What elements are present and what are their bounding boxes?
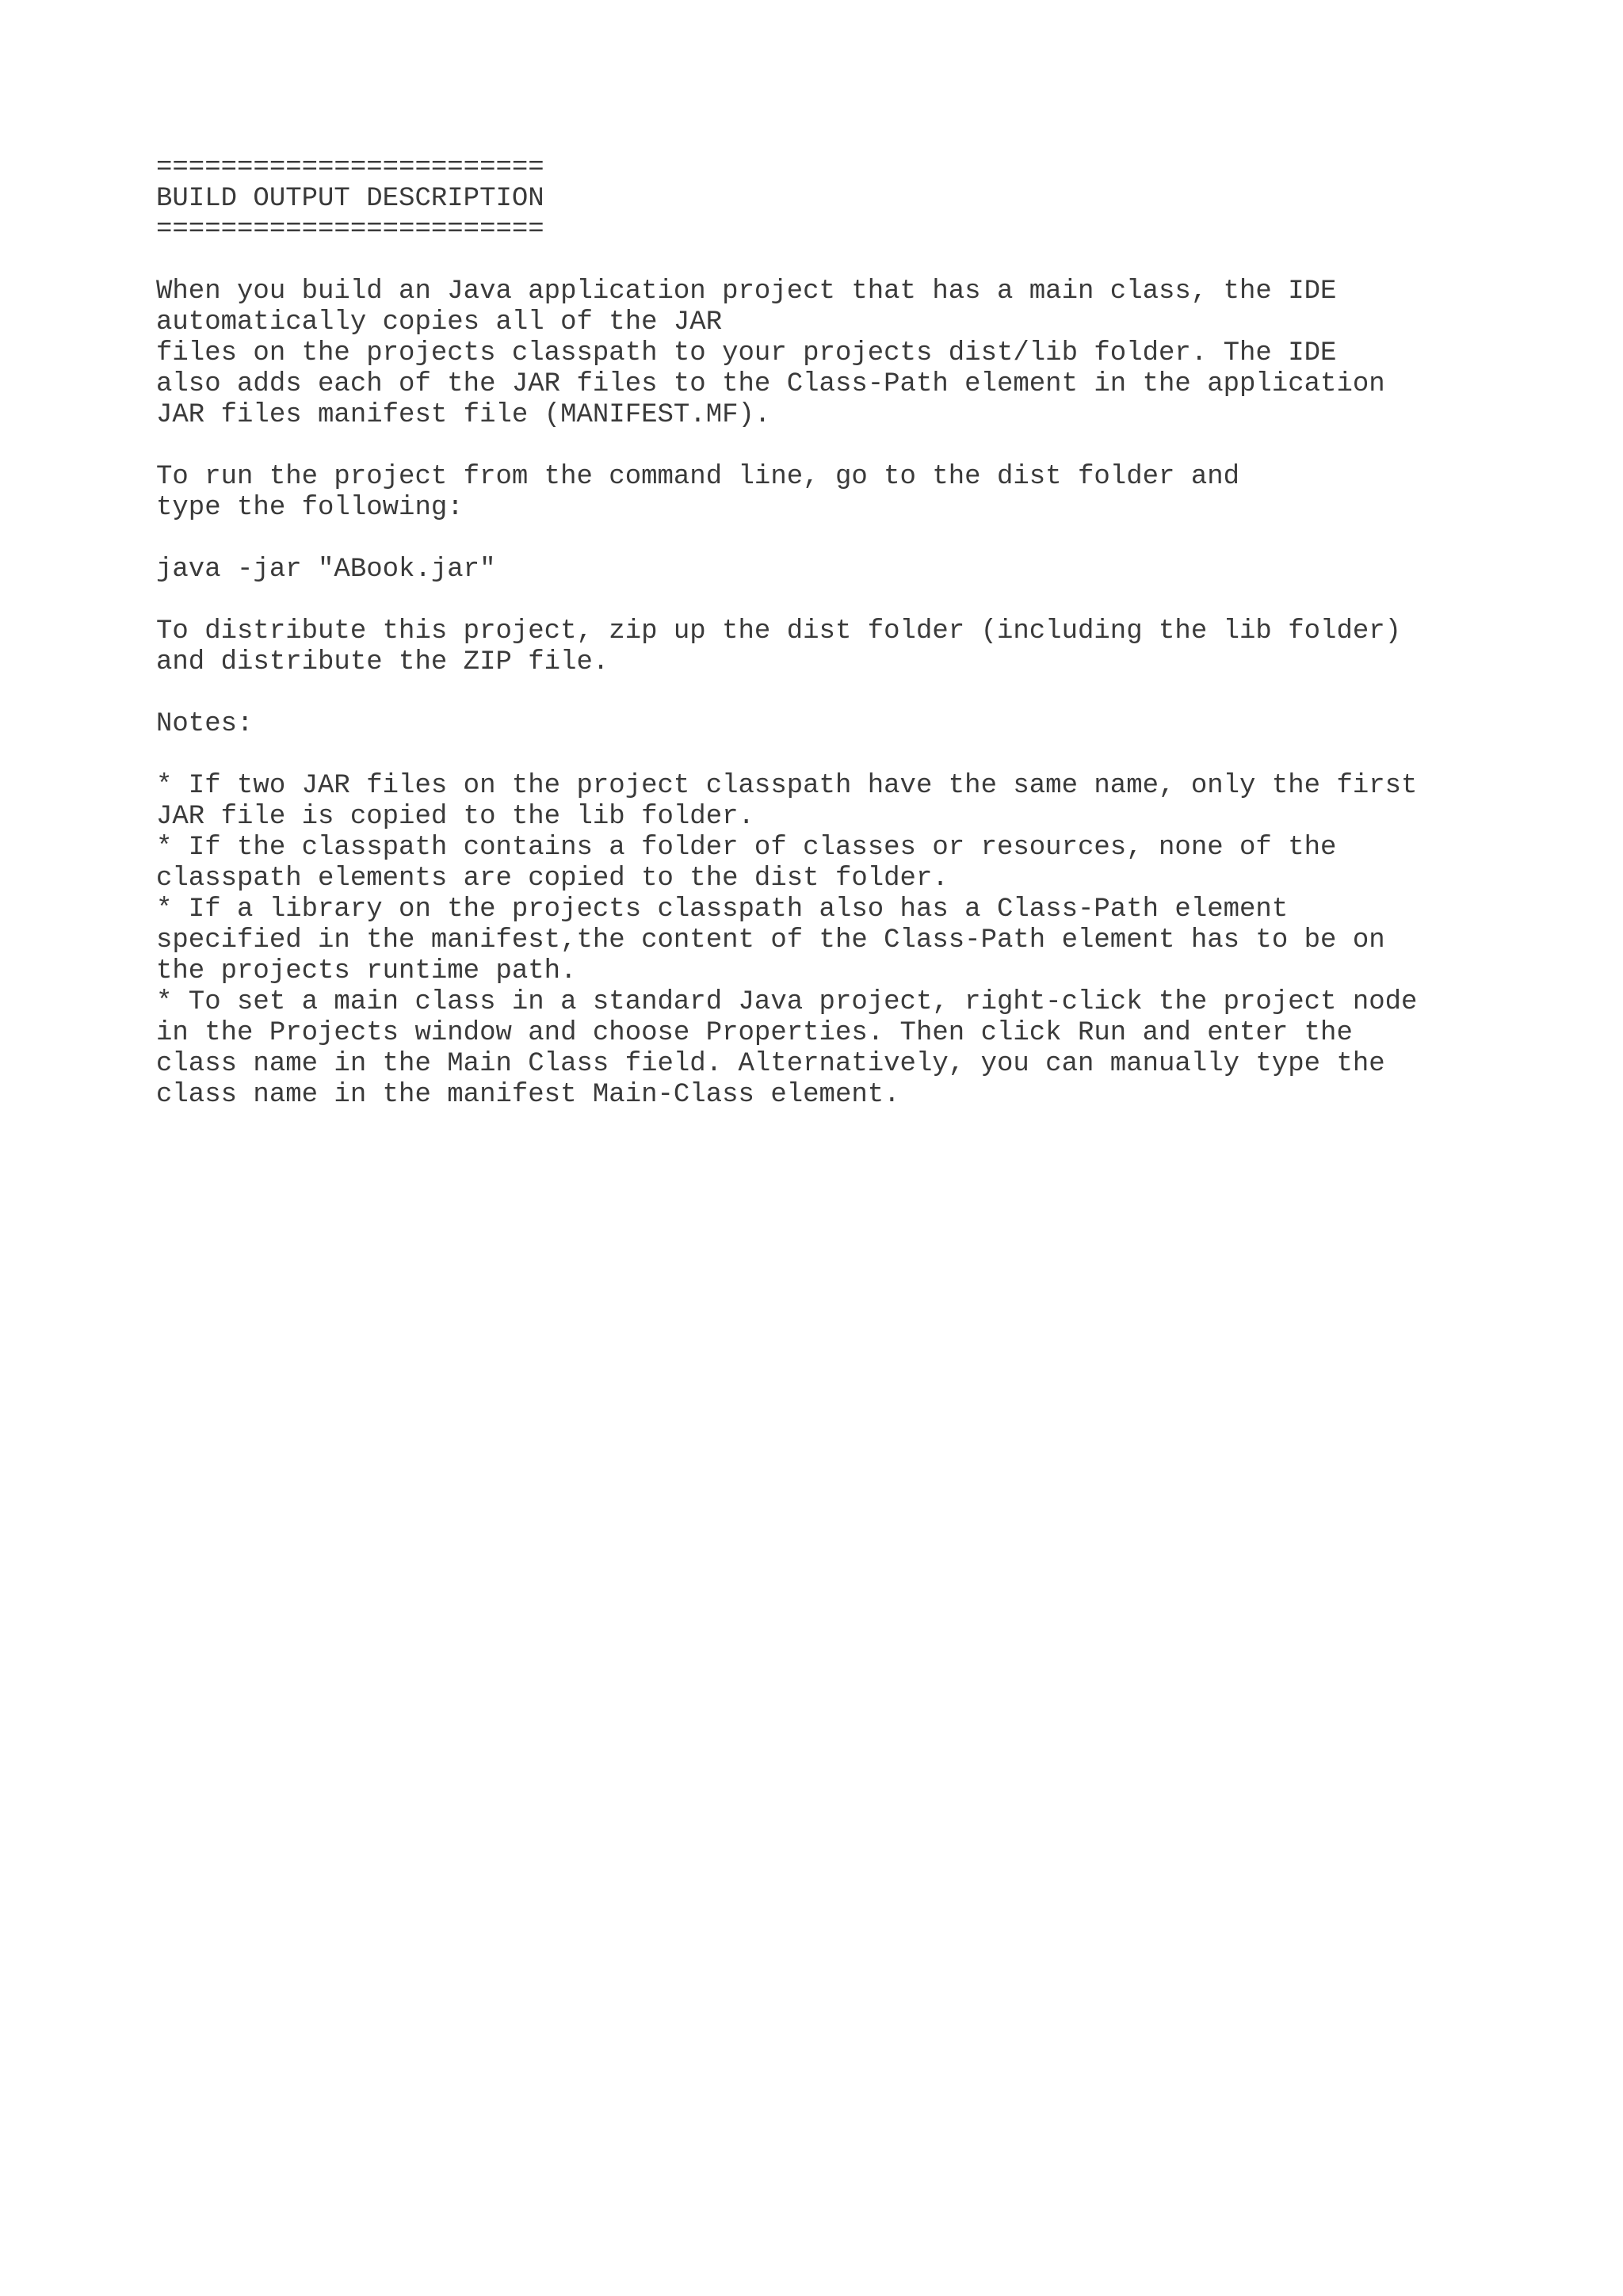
note-line: * To set a main class in a standard Java project, right-click the project node (156, 987, 1418, 1017)
blank-line (156, 740, 1503, 771)
distribute-line: To distribute this project, zip up the dist folder (including the lib folder) (156, 616, 1402, 646)
intro-line: also adds each of the JAR files to the Class-Path element in the application (156, 369, 1385, 399)
note-line: class name in the manifest Main-Class element. (156, 1080, 900, 1110)
note-line: the projects runtime path. (156, 956, 577, 986)
document-heading: BUILD OUTPUT DESCRIPTION (156, 184, 544, 214)
run-instructions-paragraph (156, 462, 1503, 524)
distribute-paragraph (156, 616, 1503, 678)
note-line: * If a library on the projects classpath also has a Class-Path element (156, 894, 1289, 925)
blank-line (156, 431, 1503, 462)
intro-line: When you build an Java application project that has a main class, the IDE (156, 277, 1337, 307)
note-line: * If the classpath contains a folder of classes or resources, none of the (156, 833, 1337, 863)
intro-paragraph (156, 277, 1503, 431)
blank-line (156, 246, 1503, 277)
blank-line (156, 585, 1503, 616)
blank-line (156, 524, 1503, 555)
intro-line: files on the projects classpath to your projects dist/lib folder. The IDE (156, 338, 1337, 368)
document-text (156, 153, 1503, 1111)
intro-line: automatically copies all of the JAR (156, 307, 723, 338)
note-line: class name in the Main Class field. Alternatively, you can manually type the (156, 1049, 1385, 1079)
run-line: type the following: (156, 493, 464, 523)
distribute-line: and distribute the ZIP file. (156, 647, 609, 677)
run-line: To run the project from the command line, go to the dist folder and (156, 462, 1240, 492)
note-line: JAR file is copied to the lib folder. (156, 802, 754, 832)
run-command: java -jar "ABook.jar" (156, 555, 496, 585)
intro-line: JAR files manifest file (MANIFEST.MF). (156, 400, 771, 430)
note-line: classpath elements are copied to the dist folder. (156, 864, 949, 894)
blank-line (156, 678, 1503, 709)
heading-rule-top: ======================== (156, 153, 544, 183)
note-line: specified in the manifest,the content of the Class-Path element has to be on (156, 925, 1385, 955)
note-line: * If two JAR files on the project classpath have the same name, only the first (156, 771, 1418, 801)
note-line: in the Projects window and choose Properties. Then click Run and enter the (156, 1018, 1353, 1048)
heading-rule-bottom: ======================== (156, 215, 544, 245)
notes-label: Notes: (156, 709, 254, 739)
notes-list (156, 771, 1503, 1111)
